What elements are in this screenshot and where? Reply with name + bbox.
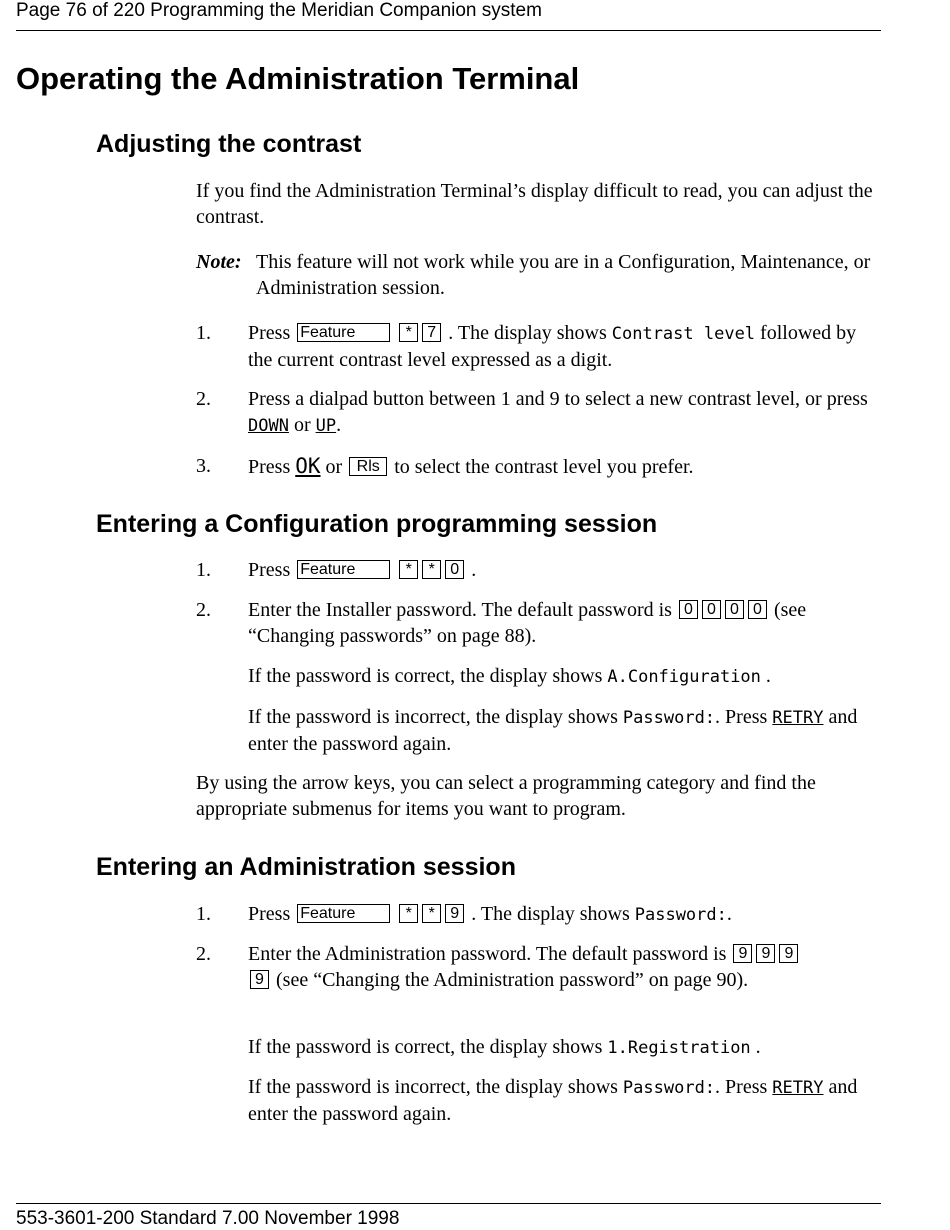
dial-key-0: 0 [725,600,744,619]
step-text: (see “Changing passwords” on page 88). [248,599,807,647]
star-key: * [399,323,418,342]
step-text: . Press [715,706,768,728]
step-text: Enter the Administration password. The default password is [248,943,727,965]
display-text: Password: [622,708,716,728]
star-key: * [399,560,418,579]
step-text: to select the contrast level you prefer. [394,456,694,478]
step-text: Press [248,322,291,344]
retry-softkey: RETRY [772,1078,824,1098]
star-key: * [422,560,441,579]
page-title: Operating the Administration Terminal [16,61,580,96]
section-heading-contrast: Adjusting the contrast [96,130,362,158]
display-text: 1.Registration [607,1038,751,1058]
contrast-step-1 [196,320,881,373]
step-text: (see “Changing the Administration password” on page 90). [276,969,749,991]
admin-correct-password [248,1034,881,1061]
step-text: If the password is correct, the display shows [248,665,603,687]
dial-key-0: 0 [679,600,698,619]
step-text: and enter the password again. [248,1076,858,1125]
dial-key-9: 9 [250,970,269,989]
feature-key: Feature [297,323,390,342]
step-text: Enter the Installer password. The default password is [248,599,672,621]
config-step-1 [196,557,881,583]
step-number: 2. [196,943,211,965]
display-text: Password: [634,905,727,925]
step-number: 1. [196,903,211,925]
contrast-step-3 [196,453,881,480]
admin-step-1 [196,901,881,928]
dial-key-7: 7 [422,323,441,342]
step-number: 2. [196,599,211,621]
step-text: . [765,665,771,687]
step-text: Press [248,559,291,581]
note-label: Note: [196,251,242,273]
config-outro: By using the arrow keys, you can select a programming category and find the appropriate submenus for items you want to program. [196,772,816,820]
contrast-step-2 [196,386,881,439]
step-number: 3. [196,455,211,477]
step-text: . [471,559,477,581]
step-text: If the password is incorrect, the display shows [248,1076,618,1098]
step-text: . [726,903,732,925]
step-number: 1. [196,322,211,344]
config-incorrect-password [248,704,881,757]
dial-key-9: 9 [756,944,775,963]
section-heading-configuration: Entering a Configuration programming session [96,510,658,538]
display-text: A.Configuration [607,667,761,687]
up-softkey: UP [315,416,337,436]
dial-key-9: 9 [445,904,464,923]
star-key: * [399,904,418,923]
step-number: 2. [196,388,211,410]
step-text: . [755,1036,761,1058]
display-text: Contrast level [611,324,756,344]
page-header: Page 76 of 220 Programming the Meridian Companion system [16,0,881,31]
dial-key-0: 0 [748,600,767,619]
step-text: . The display shows [471,903,630,925]
page-footer: 553-3601-200 Standard 7.00 November 1998 [16,1203,881,1230]
ok-softkey: OK [295,454,321,478]
admin-incorrect-password [248,1074,881,1127]
step-text: If the password is correct, the display shows [248,1036,603,1058]
step-text: . Press [715,1076,768,1098]
dial-key-9: 9 [779,944,798,963]
note-text: This feature will not work while you are in a Configuration, Maintenance, or Administration session. [256,251,871,299]
retry-softkey: RETRY [772,708,824,728]
contrast-intro: If you find the Administration Terminal’s display difficult to read, you can adjust the contrast. [196,180,873,228]
step-text: or [293,414,311,436]
dial-key-9: 9 [733,944,752,963]
note-block [196,249,881,301]
step-text: or [325,456,343,478]
step-text: . The display shows [448,322,607,344]
step-text: followed by the current contrast level expressed as a digit. [248,322,857,371]
step-text: Press a dialpad button between 1 and 9 to select a new contrast level, or press [248,388,868,410]
admin-step-2 [196,941,816,993]
step-text: Press [248,903,291,925]
display-text: Password: [622,1078,716,1098]
step-number: 1. [196,559,211,581]
feature-key: Feature [297,904,390,923]
step-text: If the password is incorrect, the display shows [248,706,618,728]
config-step-2 [196,597,881,649]
down-softkey: DOWN [248,416,289,436]
step-text: Press [248,456,291,478]
rls-key: Rls [349,457,387,476]
config-correct-password [248,663,881,690]
dial-key-0: 0 [445,560,464,579]
star-key: * [422,904,441,923]
step-text: and enter the password again. [248,706,858,755]
dial-key-0: 0 [702,600,721,619]
section-heading-administration: Entering an Administration session [96,853,516,881]
feature-key: Feature [297,560,390,579]
step-text: . [336,414,342,436]
